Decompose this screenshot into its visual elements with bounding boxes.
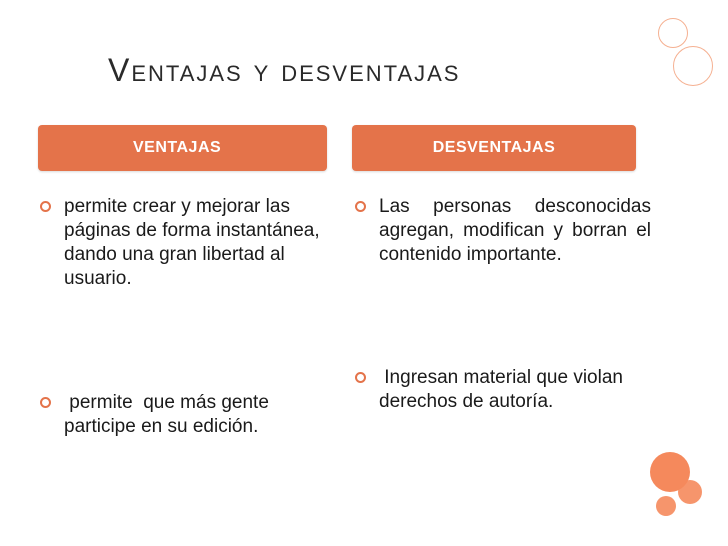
decorative-circle-filled [678, 480, 702, 504]
decorative-circle-outline [673, 46, 713, 86]
desventaja-text: Las personas desconocidas agregan, modifican y borran el contenido importante. [379, 196, 651, 265]
ventaja-text: permite que más gente participe en su edición. [64, 392, 275, 437]
ventaja-text: permite crear y mejorar las páginas de forma instantánea, dando una gran libertad al usuario. [64, 196, 320, 289]
ventaja-item [40, 391, 340, 439]
bullet-circle-icon [40, 397, 51, 408]
desventajas-header: DESVENTAJAS [352, 125, 636, 171]
decorative-circle-outline [658, 18, 688, 48]
ventajas-header: VENTAJAS [38, 125, 327, 171]
desventaja-text: Ingresan material que violan derechos de autoría. [379, 367, 629, 412]
bullet-circle-icon [355, 372, 366, 383]
slide-title: Ventajas y desventajas [108, 52, 461, 88]
decorative-circle-filled [656, 496, 676, 516]
ventaja-item [40, 195, 340, 291]
desventaja-item [355, 366, 651, 414]
bullet-circle-icon [40, 201, 51, 212]
bullet-circle-icon [355, 201, 366, 212]
desventaja-item [355, 195, 651, 267]
